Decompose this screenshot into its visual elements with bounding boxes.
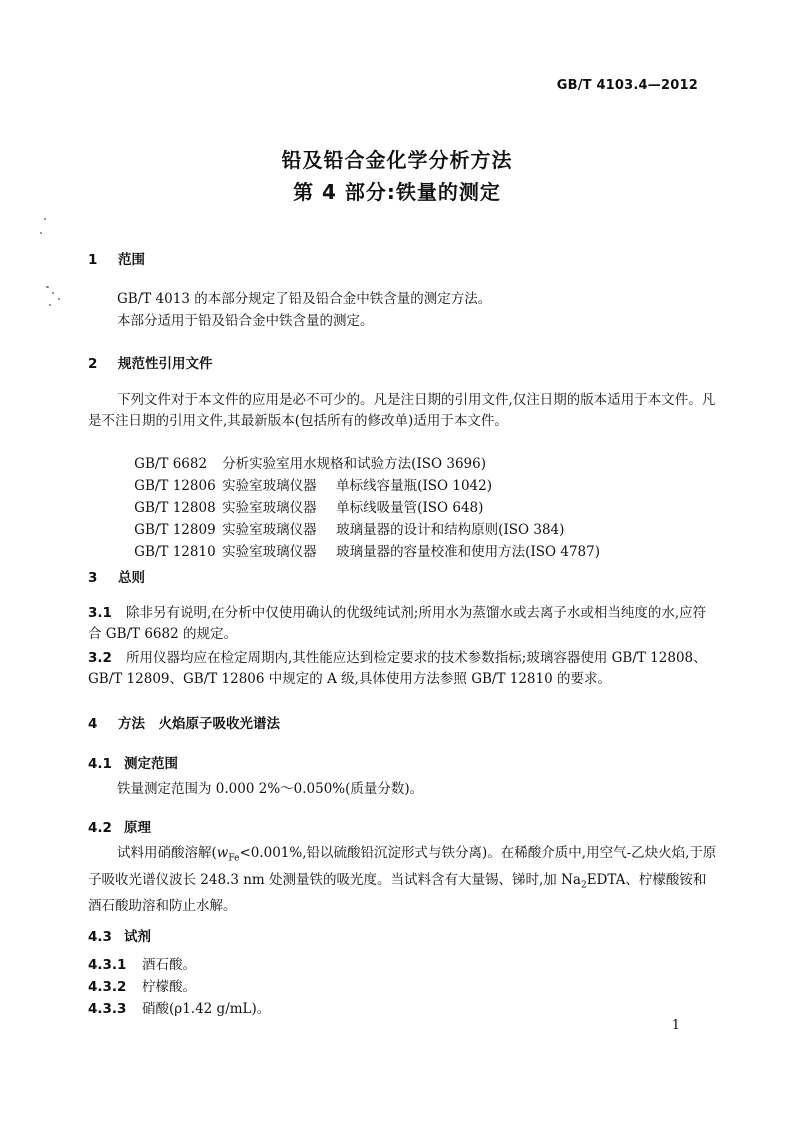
section-4-2-text <box>88 843 718 917</box>
section-1-heading <box>88 248 145 268</box>
reference-title: 玻璃量器的容量校准和使用方法(ISO 4787) <box>336 544 601 560</box>
reference-code: GB/T 12809 <box>134 522 216 538</box>
principle-text-a: 试料用硝酸溶解( <box>117 845 217 861</box>
section-1-paragraph-2: 本部分适用于铅及铅合金中铁含量的测定。 <box>117 313 374 329</box>
section-title: 方法 火焰原子吸收光谱法 <box>118 716 280 732</box>
sodium-subscript: 2 <box>580 880 587 891</box>
principle-text-b: <0.001%,铅以硫酸铅沉淀形式与铁分离)。在稀酸介质中,用空气-乙炔火焰,于原子吸收光谱仪波长 248.3 nm 处测量铁的吸光度。当试料含有大量锡、锑时,加 Na <box>88 845 717 888</box>
section-number: 4.1 <box>88 756 112 772</box>
clause-3-1 <box>88 603 718 645</box>
section-title: 范围 <box>118 252 145 268</box>
scan-speck <box>46 286 49 288</box>
scan-speck <box>58 298 60 300</box>
clause-3-2 <box>88 648 718 690</box>
reagent-item <box>88 997 270 1017</box>
section-4-1-heading <box>88 752 178 772</box>
reagent-number: 4.3.2 <box>88 979 127 995</box>
section-title: 测定范围 <box>124 756 178 772</box>
section-3-heading <box>88 566 145 586</box>
reference-code: GB/T 12806 <box>134 478 216 494</box>
reference-title: 单标线吸量管(ISO 648) <box>336 500 484 516</box>
reference-code: GB/T 12808 <box>134 500 216 516</box>
section-4-3-heading <box>88 925 151 945</box>
reference-row <box>117 524 600 576</box>
scan-speck <box>52 292 54 294</box>
section-title: 试剂 <box>124 929 151 945</box>
reference-category: 实验室玻璃仪器 <box>222 522 317 538</box>
reagent-text: 酒石酸。 <box>142 957 196 973</box>
scan-speck <box>44 218 46 220</box>
section-number: 4.3 <box>88 929 112 945</box>
reagent-item <box>88 975 196 995</box>
principle-text-c: EDTA、柠檬酸铵和酒石酸助溶和防止水解。 <box>88 871 707 915</box>
section-title: 总则 <box>118 570 145 586</box>
document-subtitle: 第 4 部分:铁量的测定 <box>293 180 501 204</box>
section-number: 1 <box>88 252 98 268</box>
section-4-heading <box>88 712 280 732</box>
clause-number: 3.2 <box>88 650 112 666</box>
section-title: 规范性引用文件 <box>118 356 213 372</box>
reference-title: 分析实验室用水规格和试验方法(ISO 3696) <box>222 456 487 472</box>
reagent-text: 柠檬酸。 <box>142 979 196 995</box>
reference-category: 实验室玻璃仪器 <box>222 478 317 494</box>
section-2-intro: 下列文件对于本文件的应用是必不可少的。凡是注日期的引用文件,仅注日期的版本适用于本文件。凡是不注日期的引用文件,其最新版本(包括所有的修改单)适用于本文件。 <box>88 392 716 429</box>
scan-speck <box>40 232 42 234</box>
mass-fraction-subscript: Fe <box>228 853 240 864</box>
scan-speck <box>49 304 51 306</box>
reference-category: 实验室玻璃仪器 <box>222 544 317 560</box>
clause-text: 所用仪器均应在检定周期内,其性能应达到检定要求的技术参数指标;玻璃容器使用 GB/T 12808、GB/T 12809、GB/T 12806 中规定的 A 级,具体使用方法参照 GB/T 12810 的要求。 <box>88 650 707 687</box>
clause-text: 除非另有说明,在分析中仅使用确认的优级纯试剂;所用水为蒸馏水或去离子水或相当纯度的水,应符合 GB/T 6682 的规定。 <box>88 605 707 642</box>
standard-code: GB/T 4103.4—2012 <box>556 78 698 93</box>
section-title: 原理 <box>124 820 151 836</box>
section-number: 2 <box>88 356 98 372</box>
page-number: 1 <box>671 1018 680 1033</box>
reference-title: 单标线容量瓶(ISO 1042) <box>336 478 493 494</box>
reference-category: 实验室玻璃仪器 <box>222 500 317 516</box>
reagent-number: 4.3.3 <box>88 1001 127 1017</box>
section-2-heading <box>88 352 213 372</box>
mass-fraction-symbol: w <box>216 845 229 861</box>
reagent-number: 4.3.1 <box>88 957 127 973</box>
reference-code: GB/T 12810 <box>134 544 216 560</box>
section-1-paragraph-1: GB/T 4013 的本部分规定了铅及铅合金中铁含量的测定方法。 <box>117 291 492 307</box>
section-4-1-text: 铁量测定范围为 0.000 2%～0.050%(质量分数)。 <box>117 781 424 797</box>
section-number: 4.2 <box>88 820 112 836</box>
document-title: 铅及铅合金化学分析方法 <box>281 148 513 172</box>
section-number: 4 <box>88 716 98 732</box>
reference-title: 玻璃量器的设计和结构原则(ISO 384) <box>336 522 565 538</box>
section-number: 3 <box>88 570 98 586</box>
clause-number: 3.1 <box>88 605 112 621</box>
section-4-2-heading <box>88 816 151 836</box>
reagent-item <box>88 953 196 973</box>
reference-code: GB/T 6682 <box>134 456 208 472</box>
reagent-text: 硝酸(ρ1.42 g/mL)。 <box>142 1001 271 1017</box>
